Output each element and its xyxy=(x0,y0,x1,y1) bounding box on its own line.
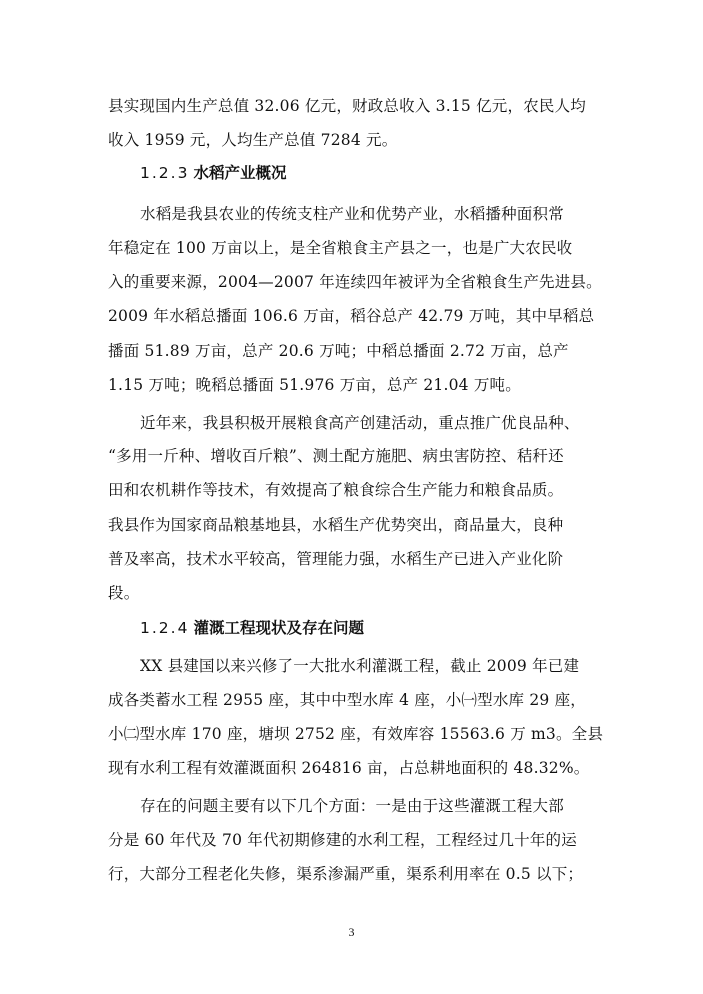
paragraph-line: 县实现国内生产总值 32.06 亿元，财政总收入 3.15 亿元，农民人均 xyxy=(108,97,586,115)
paragraph-line: 分是 60 年代及 70 年代初期修建的水利工程，工程经过几十年的运 xyxy=(108,831,577,849)
paragraph-line: 现有水利工程有效灌溉面积 264816 亩，占总耕地面积的 48.32%。 xyxy=(108,759,590,777)
paragraph-line: 成各类蓄水工程 2955 座，其中中型水库 4 座，小㈠型水库 29 座， xyxy=(108,691,586,709)
paragraph-line: 播面 51.89 万亩，总产 20.6 万吨；中稻总播面 2.72 万亩，总产 xyxy=(108,342,569,360)
heading-title: 灌溉工程现状及存在问题 xyxy=(193,619,364,637)
paragraph-line: 小㈡型水库 170 座，塘坝 2752 座，有效库容 15563.6 万 m3。全县 xyxy=(108,725,604,743)
heading-title: 水稻产业概况 xyxy=(193,164,287,182)
section-heading-1-2-3 xyxy=(140,163,286,183)
paragraph-line: XX 县建国以来兴修了一大批水利灌溉工程，截止 2009 年已建 xyxy=(140,657,580,675)
paragraph-line: 段。 xyxy=(108,584,140,602)
paragraph-line: 年稳定在 100 万亩以上，是全省粮食主产县之一，也是广大农民收 xyxy=(108,239,573,257)
page-number: 3 xyxy=(348,925,355,939)
paragraph-line: 水稻是我县农业的传统支柱产业和优势产业，水稻播种面积常 xyxy=(140,205,564,223)
paragraph-line: 近年来，我县积极开展粮食高产创建活动，重点推广优良品种、 xyxy=(140,414,580,432)
paragraph-line: 普及率高，技术水平较高，管理能力强，水稻生产已进入产业化阶 xyxy=(108,550,564,568)
paragraph-line: 我县作为国家商品粮基地县，水稻生产优势突出，商品量大，良种 xyxy=(108,516,564,534)
paragraph-line: 2009 年水稻总播面 106.6 万亩，稻谷总产 42.79 万吨，其中早稻总 xyxy=(108,307,595,325)
paragraph-line: 存在的问题主要有以下几个方面：一是由于这些灌溉工程大部 xyxy=(140,797,564,815)
paragraph-line: 入的重要来源，2004—2007 年连续四年被评为全省粮食生产先进县。 xyxy=(108,273,602,291)
paragraph-line: 田和农机耕作等技术，有效提高了粮食综合生产能力和粮食品质。 xyxy=(108,481,564,499)
section-heading-1-2-4 xyxy=(140,618,364,638)
heading-number: 1.2.3 xyxy=(140,164,190,182)
heading-number: 1.2.4 xyxy=(140,619,190,637)
paragraph-line: 收入 1959 元，人均生产总值 7284 元。 xyxy=(108,131,398,149)
paragraph-line: 1.15 万吨；晚稻总播面 51.976 万亩，总产 21.04 万吨。 xyxy=(108,376,521,394)
paragraph-line: 行，大部分工程老化失修，渠系渗漏严重，渠系利用率在 0.5 以下； xyxy=(108,865,584,883)
paragraph-line: “多用一斤种、增收百斤粮”、测土配方施肥、病虫害防控、秸秆还 xyxy=(108,447,564,465)
